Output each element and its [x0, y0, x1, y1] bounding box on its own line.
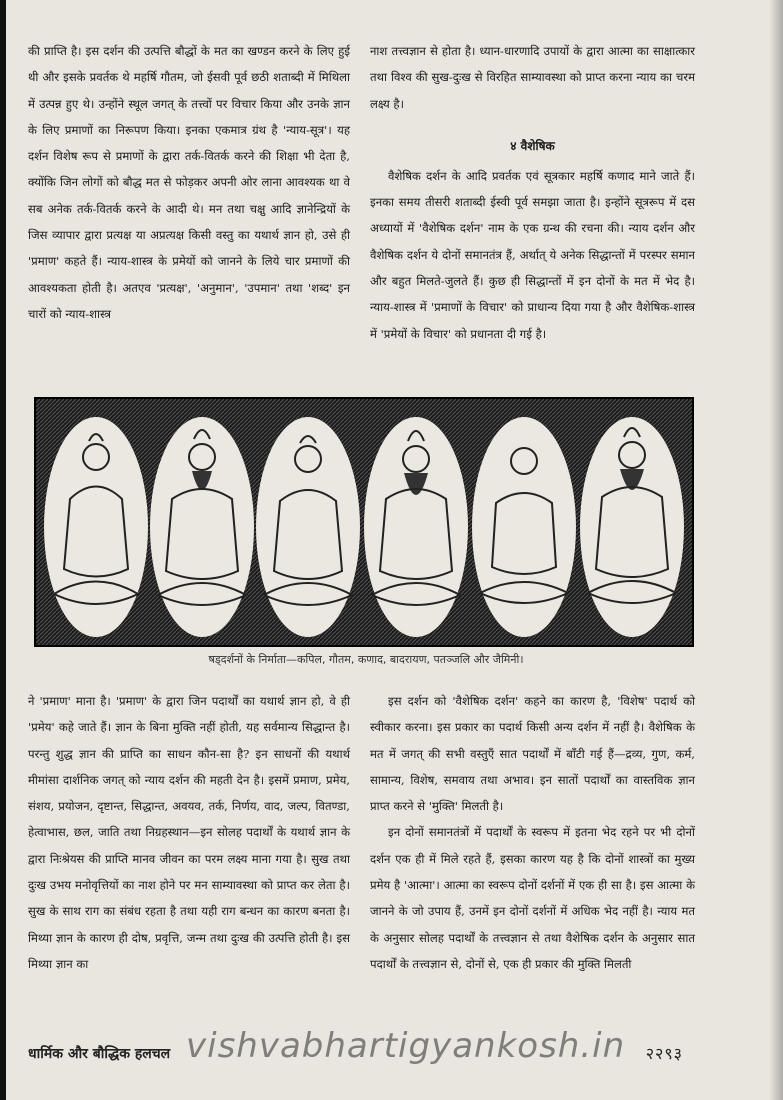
- sage-patanjali: [472, 417, 576, 637]
- sage-jaimini: [580, 417, 684, 637]
- paragraph-nyaya-origin: की प्राप्ति है। इस दर्शन की उत्पत्ति बौद्धों के मत का खण्डन करने के लिए हुई थी और इसके प्रवर्तक थे महर्षि गौतम, जो ईसवी पूर्व छठी शताब्दी में मिथिला में उत्पन्न हुए थे। उन्होंने स्थूल जगत् के तत्त्वों पर विचार किया और उनके ज्ञान के लिए प्रमाणों का निरूपण किया। इनका एकमात्र ग्रंथ है 'न्याय-सूत्र'। यह दर्शन विशेष रूप से प्रमाणों के द्वारा तर्क-वितर्क करने की शिक्षा भी देता है, क्योंकि जिन लोगों को बौद्ध मत से फोड़कर अपनी ओर लाना आवश्यक था वे सब अनेक तर्क-वितर्क करने के आदी थे। मन तथा चक्षु आदि ज्ञानेन्द्रियों के जिस व्यापार द्वारा प्रत्यक्ष या अप्रत्यक्ष किसी वस्तु का यथार्थ ज्ञान हो, उसे ही 'प्रमाण' कहते हैं। न्याय-शास्त्र के प्रमेयों को जानने के लिये चार प्रमाणों की आवश्यकता होती है। अतएव 'प्रत्यक्ष', 'अनुमान', 'उपमान' तथा 'शब्द' इन चारों को न्याय-शास्त्र: [28, 44, 350, 321]
- paragraph-common-atma: इन दोनों समानतंत्रों में पदार्थों के स्वरूप में इतना भेद रहने पर भी दोनों दर्शन एक ही में मिले रहते हैं, इसका कारण यह है कि दोनों शास्त्रों का मुख्य प्रमेय है 'आत्मा'। आत्मा का स्वरूप दोनों दर्शनों में एक ही सा है। इस आत्मा के जानने के जो उपाय हैं, उनमें इन दोनों दर्शनों में अधिक भेद नहीं है। न्याय मत के अनुसार सोलह पदार्थों के तत्त्वज्ञान से तथा वैशेषिक दर्शन के अनुसार सात पदार्थों के तत्त्वज्ञान से, दोनों से, एक ही प्रकार की मुक्ति मिलती: [370, 825, 695, 971]
- sage-kapila: [44, 417, 148, 637]
- illustration-six-sages: [34, 397, 694, 647]
- sage-gautama: [150, 417, 254, 637]
- sages-illustration-svg: [36, 399, 692, 645]
- column-bottom-right: [370, 688, 695, 977]
- sage-badarayana: [364, 417, 468, 637]
- running-footer-title: धार्मिक और बौद्धिक हलचल: [28, 1046, 171, 1062]
- column-top-left: [28, 38, 350, 327]
- watermark: vishvabhartigyankosh.in: [186, 1026, 626, 1066]
- paragraph-vaisheshika-intro: वैशेषिक दर्शन के आदि प्रवर्तक एवं सूत्रकार महर्षि कणाद माने जाते हैं। इनका समय तीसरी शताब्दी ईस्वी पूर्व समझा जाता है। इन्होंने सूत्ररूप में दस अध्यायों में 'वैशेषिक दर्शन' नाम के एक ग्रन्थ की रचना की। न्याय दर्शन और वैशेषिक दर्शन ये दोनों समानतंत्र हैं, अर्थात् ये अनेक सिद्धान्तों में परस्पर समान और बहुत मिलते-जुलते हैं। कुछ ही सिद्धान्तों में इन दोनों के मत में भेद है। न्याय-शास्त्र में 'प्रमाणों के विचार' को प्राधान्य दिया गया है और वैशेषिक-शास्त्र में 'प्रमेयों के विचार' को प्रधानता दी गई है।: [370, 168, 695, 341]
- page-number: २२९३: [645, 1044, 683, 1063]
- paragraph-nyaya-goal: नाश तत्त्वज्ञान से होता है। ध्यान-धारणादि उपायों के द्वारा आत्मा का साक्षात्कार तथा विश्व की सुख-दुःख से विरहित साम्यावस्था को प्राप्त करना न्याय का चरम लक्ष्य है।: [370, 44, 695, 111]
- column-top-right: [370, 38, 695, 347]
- paragraph-vaisheshika-name: इस दर्शन को 'वैशेषिक दर्शन' कहने का कारण है, 'विशेष' पदार्थ को स्वीकार करना। इस प्रकार का पदार्थ किसी अन्य दर्शन में नहीं है। वैशेषिक के मत में जगत् की सभी वस्तुएँ सात पदार्थों में बाँटी गई हैं—द्रव्य, गुण, कर्म, सामान्य, विशेष, समवाय तथा अभाव। इन सातों पदार्थों का वास्तविक ज्ञान प्राप्त करने से 'मुक्ति' मिलती है।: [370, 694, 695, 814]
- paragraph-pramana: ने 'प्रमाण' माना है। 'प्रमाण' के द्वारा जिन पदार्थों का यथार्थ ज्ञान हो, वे ही 'प्रमेय' कहे जाते हैं। ज्ञान के बिना मुक्ति नहीं होती, यह सर्वमान्य सिद्धान्त है। परन्तु शुद्ध ज्ञान की प्राप्ति का साधन कौन-सा है? इन साधनों की यथार्थ मीमांसा दार्शनिक जगत् को न्याय दर्शन की महती देन है। इसमें प्रमाण, प्रमेय, संशय, प्रयोजन, दृष्टान्त, सिद्धान्त, अवयव, तर्क, निर्णय, वाद, जल्प, वितण्डा, हेत्वाभास, छल, जाति तथा निग्रहस्थान—इन सोलह पदार्थों के यथार्थ ज्ञान के द्वारा निःश्रेयस की प्राप्ति मानव जीवन का परम लक्ष्य माना गया है। सुख तथा दुःख उभय मनोवृत्तियों का नाश होने पर मन साम्यावस्था को प्राप्त कर लेता है। सुख के साथ राग का संबंध रहता है तथा यही राग बन्धन का कारण बनता है। मिथ्या ज्ञान के कारण ही दोष, प्रवृत्ति, जन्म तथा दुःख की उत्पत्ति होती है। इस मिथ्या ज्ञान का: [28, 694, 350, 971]
- sage-kanada: [256, 417, 360, 637]
- section-heading-vaisheshika: ४ वैशेषिक: [510, 138, 555, 153]
- column-bottom-left: [28, 688, 350, 977]
- figure-caption: षड्दर्शनों के निर्माता—कपिल, गौतम, कणाद, बादरायण, पतञ्जलि और जैमिनी।: [208, 653, 524, 666]
